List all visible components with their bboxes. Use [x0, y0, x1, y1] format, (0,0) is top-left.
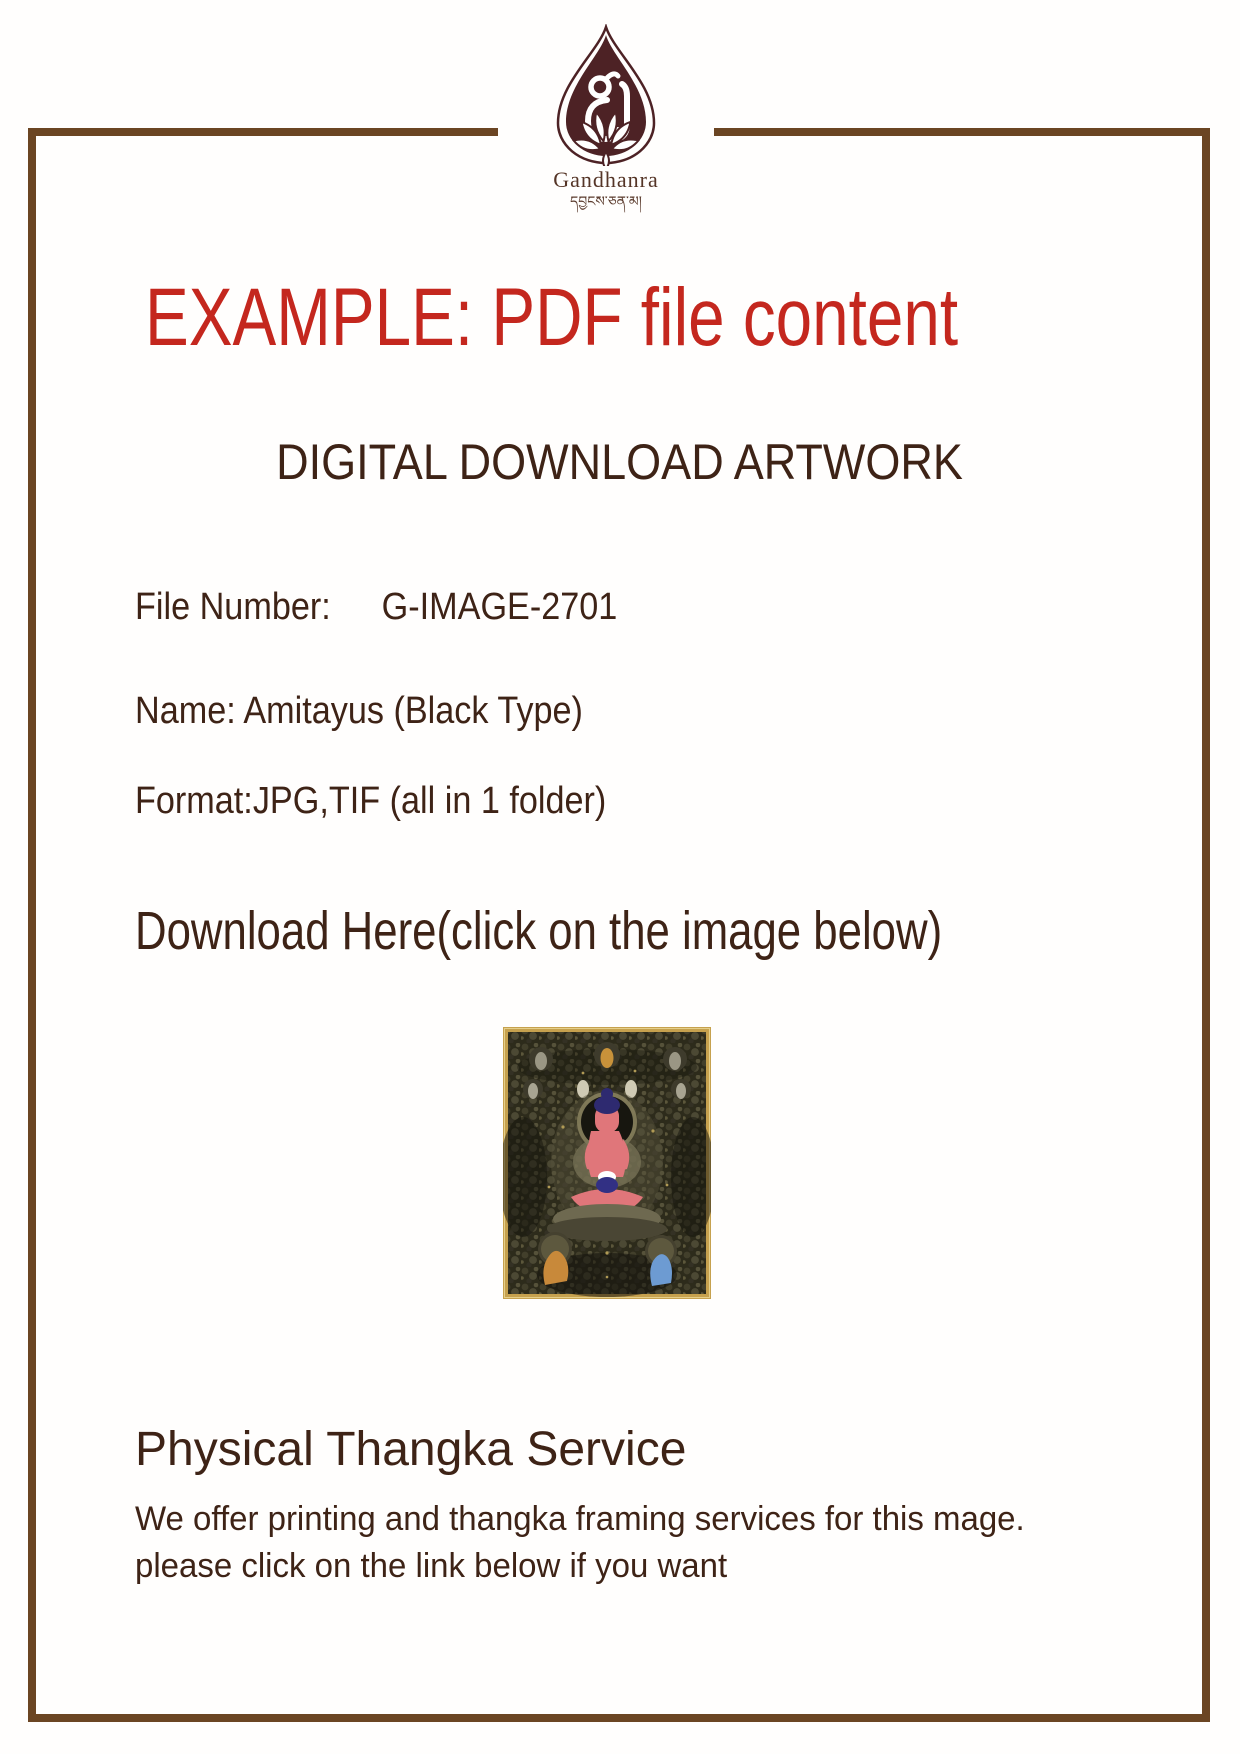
tibetan-script-text: དབྱངས་ཅན་མ།: [570, 194, 642, 210]
thangka-artwork-icon: [503, 1027, 711, 1299]
service-description: [135, 1496, 1025, 1590]
subtitle-row: [15, 436, 1225, 488]
file-number-label: File Number:: [135, 586, 331, 628]
gandhanra-lotus-drop-icon: [543, 24, 669, 166]
brand-logo-block: [498, 24, 714, 215]
page-title: EXAMPLE: PDF file content: [145, 272, 959, 363]
download-heading: Download Here(click on the image below): [135, 901, 943, 961]
service-description-line1: We offer printing and thangka framing services for this mage.: [135, 1500, 1025, 1538]
brand-name: Gandhanra: [553, 167, 659, 192]
format-line: Format:JPG,TIF (all in 1 folder): [135, 780, 607, 822]
download-artwork-image[interactable]: [503, 1027, 711, 1299]
file-number-line: [135, 586, 617, 628]
service-heading: Physical Thangka Service: [135, 1423, 687, 1476]
file-number-value: G-IMAGE-2701: [381, 586, 618, 628]
service-description-line2: please click on the link below if you want: [135, 1547, 728, 1585]
page-subtitle: DIGITAL DOWNLOAD ARTWORK: [276, 434, 964, 490]
artwork-name-line: Name: Amitayus (Black Type): [135, 690, 583, 732]
